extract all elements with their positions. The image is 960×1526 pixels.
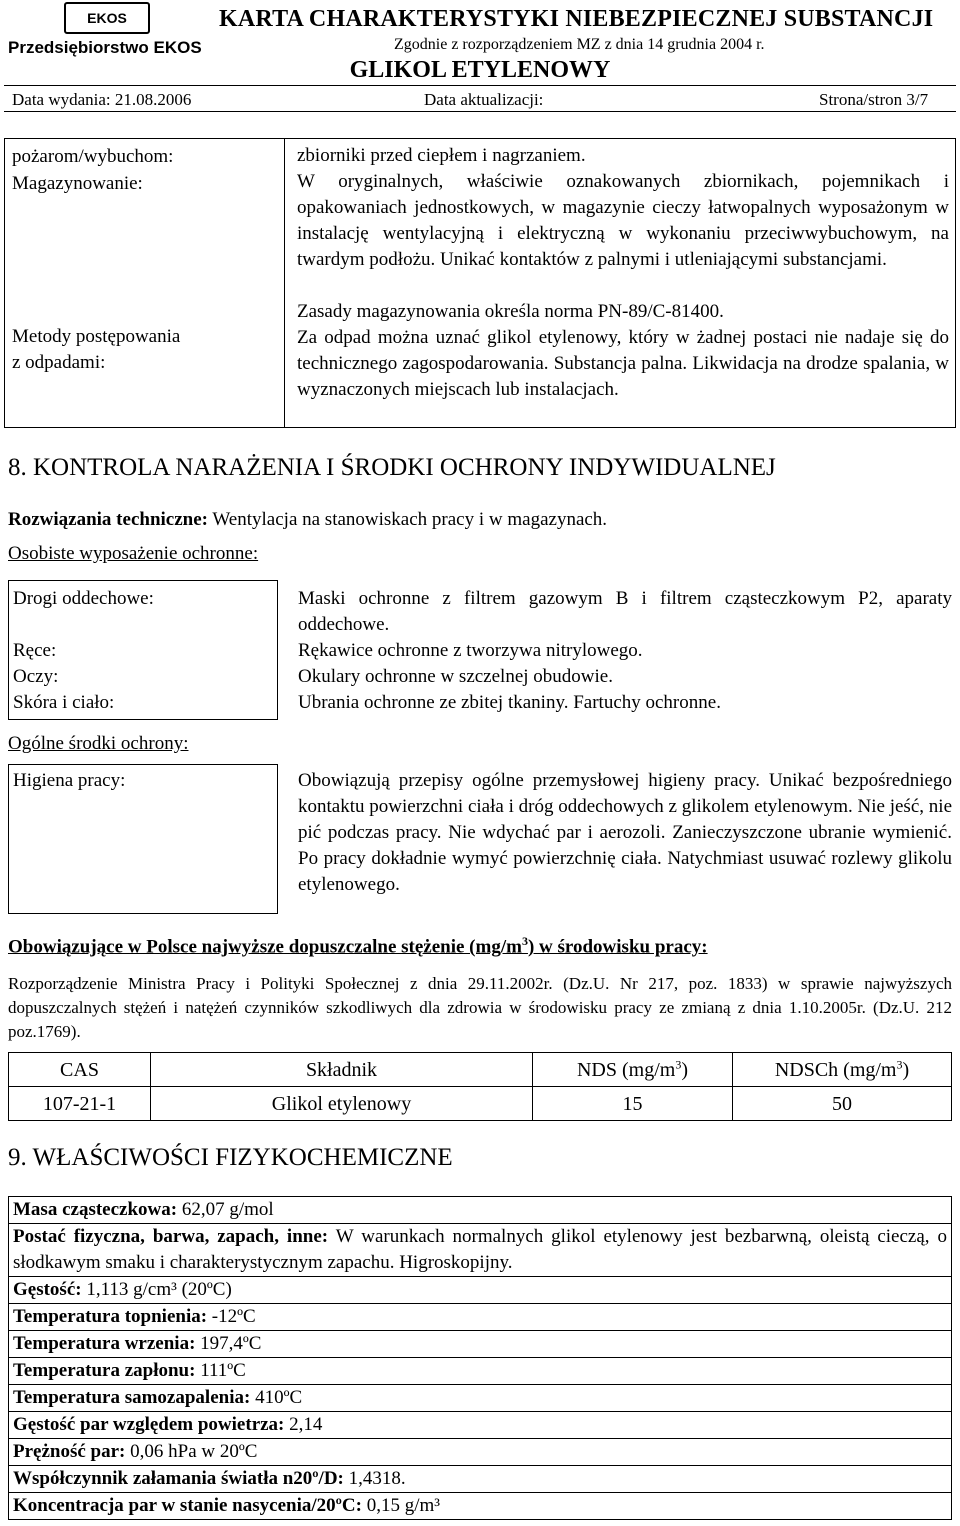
exposure-limits-heading-a: Obowiązujące w Polsce najwyższe dopuszczalne stężenie (mg/m bbox=[8, 936, 522, 958]
property-label: Gęstość: bbox=[13, 1279, 82, 1300]
property-value: 2,14 bbox=[284, 1414, 323, 1435]
property-row bbox=[9, 1385, 951, 1412]
cell-cas: 107-21-1 bbox=[9, 1087, 151, 1121]
property-value: 111ºC bbox=[195, 1360, 246, 1381]
section8-heading: 8. KONTROLA NARAŻENIA I ŚRODKI OCHRONY INDYWIDUALNEJ bbox=[8, 454, 776, 481]
update-date: Data aktualizacji: bbox=[424, 90, 544, 109]
regulation-text: Rozporządzenie Ministra Pracy i Polityki Społecznej z dnia 29.11.2002r. (Dz.U. Nr 217, poz. 1833) w sprawie najwyższych dopuszczalnych stężeń i natężeń czynników szkodliwych dla zdrowia w środowisku pracy ze zmianą z dnia 1.10.2005r. (Dz.U. 212 poz.1769). bbox=[8, 974, 952, 1041]
header-ndsch-sup: 3 bbox=[896, 1056, 903, 1071]
hygiene-label: Higiena pracy: bbox=[13, 770, 126, 791]
property-row bbox=[9, 1358, 951, 1385]
product-name: GLIKOL ETYLENOWY bbox=[349, 57, 611, 83]
waste-text: Za odpad można uznać glikol etylenowy, który w żadnej postaci nie nadaje się do technicznego zagospodarowania. Substancja palna. Likwidacja na drodze spalania, w wyznaczonych miejscach lub instalacjach. bbox=[297, 327, 949, 400]
header-divider bbox=[4, 111, 956, 112]
property-row bbox=[9, 1277, 951, 1304]
fire-label: pożarom/wybuchom: bbox=[12, 146, 174, 167]
property-row bbox=[9, 1224, 951, 1277]
property-label: Gęstość par względem powietrza: bbox=[13, 1414, 285, 1435]
company-logo bbox=[64, 2, 150, 34]
table-header-row bbox=[9, 1053, 952, 1087]
exposure-limits-table bbox=[8, 1052, 952, 1121]
header-nds-sup: 3 bbox=[675, 1056, 682, 1071]
property-label: Współczynnik załamania światła n20º/D: bbox=[13, 1468, 344, 1489]
header-nds bbox=[533, 1053, 733, 1087]
header-nds-text: NDS (mg/m bbox=[576, 1058, 676, 1081]
property-value: 1,113 g/cm³ (20ºC) bbox=[81, 1279, 232, 1300]
ppe-eyes-text: Okulary ochronne w szczelnej obudowie. bbox=[298, 666, 613, 687]
cell-component: Glikol etylenowy bbox=[151, 1087, 533, 1121]
ppe-hands-text: Rękawice ochronne z tworzywa nitrylowego. bbox=[298, 640, 643, 661]
header-component: Składnik bbox=[151, 1053, 533, 1087]
property-row bbox=[9, 1439, 951, 1466]
general-measures-heading: Ogólne środki ochrony: bbox=[8, 733, 189, 754]
document-title: KARTA CHARAKTERYSTYKI NIEBEZPIECZNEJ SUBSTANCJI bbox=[219, 6, 934, 32]
hygiene-text: Obowiązują przepisy ogólne przemysłowej higieny pracy. Unikać bezpośredniego kontaktu powierzchni ciała i dróg oddechowych z glikolem etylenowym. Nie jeść, nie pić podczas pracy. Nie wdychać par i aerozoli. Zanieczyszczone ubranie wymienić. Po pracy dokładnie wymyć powierzchnię ciała. Natychmiast usuwać rozlewy glikolu etylenowego. bbox=[298, 770, 952, 895]
exposure-limits-sup: 3 bbox=[521, 934, 528, 948]
property-row bbox=[9, 1197, 951, 1224]
hygiene-label-box bbox=[8, 764, 278, 914]
property-label: Temperatura samozapalenia: bbox=[13, 1387, 251, 1408]
ppe-heading: Osobiste wyposażenie ochronne: bbox=[8, 543, 259, 564]
technical-measures bbox=[8, 508, 952, 533]
property-row bbox=[9, 1331, 951, 1358]
header-ndsch-text: NDSCh (mg/m bbox=[774, 1058, 897, 1081]
header-ndsch bbox=[733, 1053, 952, 1087]
property-row bbox=[9, 1493, 951, 1520]
ppe-respiratory-label: Drogi oddechowe: bbox=[13, 588, 154, 609]
ppe-hands-label: Ręce: bbox=[13, 640, 57, 661]
property-row bbox=[9, 1466, 951, 1493]
property-label: Temperatura wrzenia: bbox=[13, 1333, 196, 1354]
property-label: Prężność par: bbox=[13, 1441, 126, 1462]
storage-label: Magazynowanie: bbox=[12, 173, 143, 194]
header-cas: CAS bbox=[9, 1053, 151, 1087]
waste-label-line1: Metody postępowania bbox=[12, 326, 181, 347]
cell-nds: 15 bbox=[533, 1087, 733, 1121]
ppe-skin-label: Skóra i ciało: bbox=[13, 692, 115, 713]
property-value: 0,15 g/m³ bbox=[361, 1495, 440, 1516]
property-value: 410ºC bbox=[250, 1387, 303, 1408]
ppe-label-box bbox=[8, 580, 278, 720]
property-row bbox=[9, 1304, 951, 1331]
table-row bbox=[9, 1087, 952, 1121]
property-label: Koncentracja par w stanie nasycenia/20ºC: bbox=[13, 1495, 362, 1516]
property-label: Masa cząsteczkowa: bbox=[13, 1199, 178, 1220]
property-label: Temperatura topnienia: bbox=[13, 1306, 208, 1327]
property-value: 0,06 hPa w 20ºC bbox=[125, 1441, 258, 1462]
header-info-row bbox=[0, 89, 960, 111]
ppe-respiratory-text: Maski ochronne z filtrem gazowym B i filtrem cząsteczkowym P2, aparaty oddechowe. bbox=[298, 588, 952, 635]
property-value: W warunkach normalnych glikol etylenowy jest bezbarwną, oleistą cieczą, o słodkawym smaku i charakterystycznym zapachu. Higroskopijny. bbox=[13, 1226, 947, 1273]
property-value: -12ºC bbox=[207, 1306, 256, 1327]
technical-measures-label: Rozwiązania techniczne: bbox=[8, 509, 208, 530]
issue-date: Data wydania: 21.08.2006 bbox=[12, 90, 192, 109]
ppe-skin-text: Ubrania ochronne ze zbitej tkaniny. Fartuchy ochronne. bbox=[298, 692, 721, 713]
storage-norm: Zasady magazynowania określa norma PN-89/C-81400. bbox=[297, 301, 724, 322]
header-nds-close: ) bbox=[681, 1058, 688, 1081]
page-number: Strona/stron 3/7 bbox=[819, 90, 929, 109]
property-label: Temperatura zapłonu: bbox=[13, 1360, 196, 1381]
fire-text: zbiorniki przed ciepłem i nagrzaniem. bbox=[297, 145, 586, 166]
technical-measures-text: Wentylacja na stanowiskach pracy i w magazynach. bbox=[207, 509, 608, 530]
property-value: 1,4318. bbox=[343, 1468, 406, 1489]
storage-table bbox=[4, 138, 956, 428]
header-ndsch-close: ) bbox=[902, 1058, 910, 1081]
company-name: Przedsiębiorstwo EKOS bbox=[8, 38, 202, 57]
exposure-limits-heading bbox=[8, 934, 952, 960]
logo-text: EKOS bbox=[87, 9, 127, 26]
document-header bbox=[4, 0, 956, 86]
waste-label-line2: z odpadami: bbox=[12, 352, 106, 373]
regulation-note: Zgodnie z rozporządzeniem MZ z dnia 14 grudnia 2004 r. bbox=[394, 36, 765, 53]
property-row bbox=[9, 1412, 951, 1439]
property-label: Postać fizyczna, barwa, zapach, inne: bbox=[13, 1226, 329, 1247]
section9-heading: 9. WŁAŚCIWOŚCI FIZYKOCHEMICZNE bbox=[8, 1144, 453, 1171]
storage-text: W oryginalnych, właściwie oznakowanych zbiornikach, pojemnikach i opakowaniach jednostkowych, w magazynie cieczy łatwopalnych wyposażonym w instalację wentylacyjną i elektryczną w wykonaniu przeciwwybuchowym, na twardym podłożu. Unikać kontaktów z palnymi i utleniającymi substancjami. bbox=[297, 171, 949, 270]
cell-ndsch: 50 bbox=[733, 1087, 952, 1121]
property-value: 197,4ºC bbox=[195, 1333, 262, 1354]
ppe-eyes-label: Oczy: bbox=[13, 666, 59, 687]
exposure-limits-heading-b: ) w środowisku pracy: bbox=[527, 936, 708, 958]
properties-table bbox=[8, 1196, 952, 1520]
property-value: 62,07 g/mol bbox=[177, 1199, 274, 1220]
